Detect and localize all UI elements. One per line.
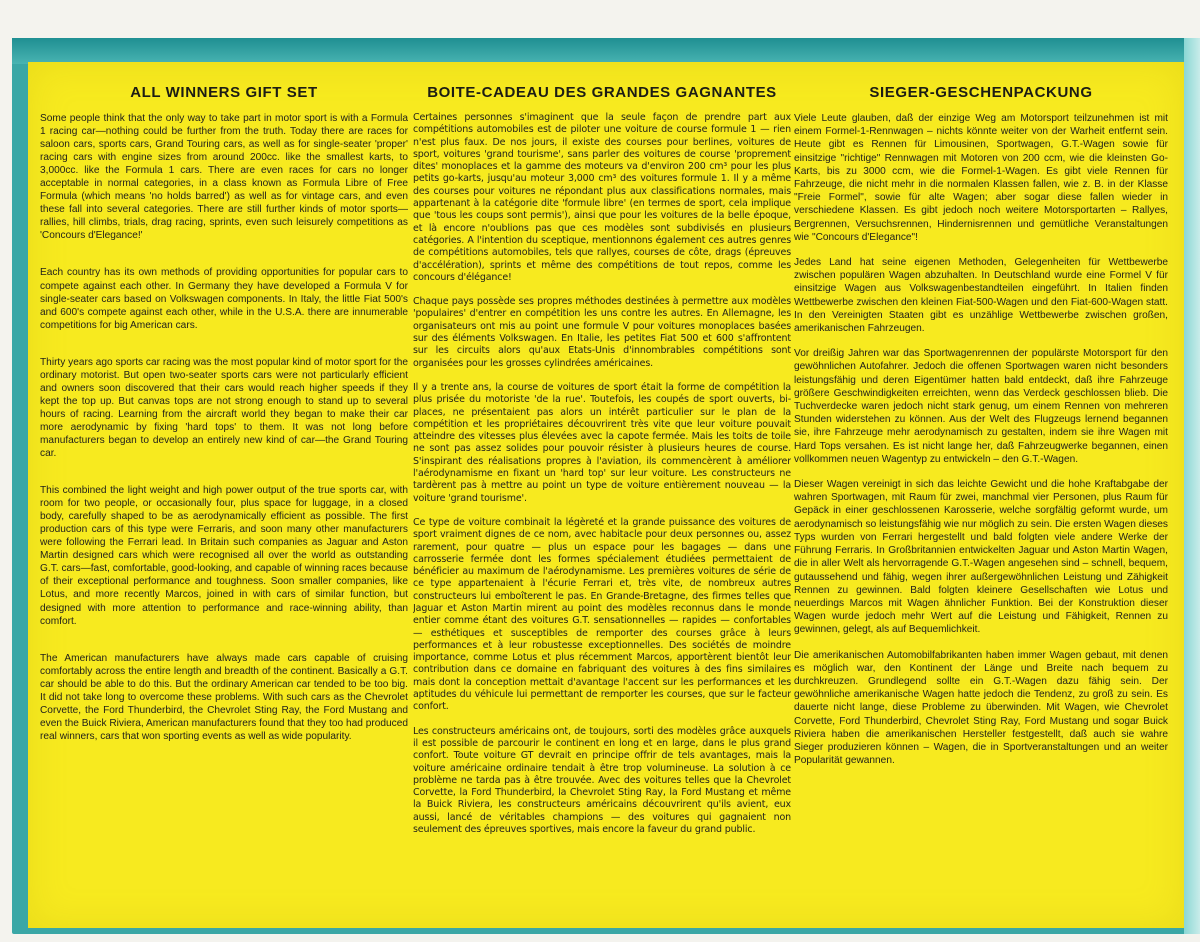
french-title: BOITE-CADEAU DES GRANDES GAGNANTES	[427, 84, 777, 101]
box-top-edge	[12, 38, 1200, 64]
english-paragraph: Each country has its own methods of providing opportunities for popular cars to compete against each other. In Germany they have developed a Formula V for single-seater cars based on Volkswagen components. In Italy, the little Fiat 500's and 600's compete against each other, while in the U.S.A. there are innumerable competitions for big American cars.	[40, 267, 408, 331]
english-title: ALL WINNERS GIFT SET	[130, 84, 318, 101]
german-paragraph: Jedes Land hat seine eigenen Methoden, Gelegenheiten für Wettbewerbe zwischen populären Wagen abzuhalten. In Deutschland wurde eine Formel V für einsitzige Wagen aus Volkswagenbestandteilen eingeführt. In Italien finden Wettbewerbe zwischen den kleinen Fiat-500-Wagen und den Fiat-600-Wagen statt. In den Vereinigten Staaten gibt es unzählige Wettbewerbe zwischen großen, amerikanischen Fahrzeugen.	[794, 257, 1168, 335]
german-paragraph: Viele Leute glauben, daß der einzige Weg am Motorsport teilzunehmen ist mit einem Formel-1-Rennwagen – nichts könnte weiter von der Warheit entfernt sein. Heute gibt es Rennen für Limousinen, Sportwagen, G.T.-Wagen sowie für einsitzige "richtige" Rennwagen mit Motoren von 200 ccm, wie die kleinsten Go-Karts, bis zu 3000 ccm, wie die Formel-1-Wagen. Es gibt viele Rennen für Fahrzeuge, die nicht mehr in die normalen Klassen fallen, wie z. B. in der Klasse "Freie Formel", sowie für alte Wagen; aber sogar diese fallen wieder in verschiedene Klassen. Es gibt jedoch noch weitere Motorsportarten – Rallyes, Bergrennen, Versuchsrennen, Hindernisrennen und gemütliche Veranstaltungen wie "Concours d'Elegance"!	[794, 113, 1168, 243]
german-column	[794, 84, 1168, 928]
german-title: SIEGER-GESCHENPACKUNG	[869, 84, 1093, 101]
french-paragraph: Chaque pays possède ses propres méthodes destinées à permettre aux modèles 'populaires' d'entrer en compétition les uns contre les autres. En Allemagne, les organisateurs ont mis au point une formule V pour voitures monoplaces basées sur des éléments Volkswagen. En Italie, les petites Fiat 500 et 600 s'affrontent sur les circuits alors qu'aux Etats-Unis d'innombrables compétitions sont organisées pour les grosses cylindrées américaines.	[413, 296, 791, 369]
english-paragraph: Thirty years ago sports car racing was the most popular kind of motor sport for the ordinary motorist. But open two-seater sports cars were not particularly efficient and owners soon discovered that their cars would reach higher speeds if they kept the top up. But canvas tops are not strong enough to stand up to several hours of racing. Learning from the aircraft world they began to make their car more aerodynamic by fixing 'hard tops' to them. It was not long before manufacturers began to develop an entirely new kind of car—the Grand Touring car.	[40, 356, 408, 460]
german-paragraph: Die amerikanischen Automobilfabrikanten haben immer Wagen gebaut, mit denen es möglich war, den Kontinent der Länge und Breite nach bequem zu durchkreuzen. Grundlegend sollte ein G.T.-Wagen dazu fähig sein. Der gewöhnliche amerikanische Wagen hatte jedoch die Tendenz, zu groß zu sein. Es dauerte nicht lange, diese Probleme zu überwinden. Mit Wagen, wie Chevrolet Corvette, Ford Thunderbird, Chevrolet Sting Ray, Ford Mustang und sogar Buick Riviera haben die amerikanischen Hersteller festgestellt, daß auch sie wahre Sieger produzieren können – Wagen, die in Sportveranstaltungen und an weiter Popularität gewannen.	[794, 649, 1168, 767]
french-paragraph: Il y a trente ans, la course de voitures de sport était la forme de compétition la plus prisée du motoriste 'de la rue'. Toutefois, les coupés de sport ouverts, bi-places, ne présentaient pas alors un intérêt particulier sur le plan de la compétition et les propriétaires découvrirent très vite que leur voiture pouvait atteindre des vitesses plus élevées avec la capote fermée. Mais les toits de toile ne sont pas assez solides pour pouvoir résister à plusieurs heures de course. S'inspirant des réalisations propres à l'aviation, ils commencèrent à améliorer l'aérodynamisme en fixant un 'hard top' sur leur voiture. Les constructeurs ne tardèrent pas à mettre au point un type de voiture entièrement nouveau — la voiture 'grand tourisme'.	[413, 381, 791, 504]
french-paragraph: Certaines personnes s'imaginent que la seule façon de prendre part aux compétitions automobiles est de piloter une voiture de course formule 1 — rien n'est plus faux. De nos jours, il existe des courses pour berlines, voitures de sport, voitures 'grand tourisme', sans parler des voitures de course 'proprement dites' monoplaces et la gamme des moteurs va d'environ 200 cm³ pour les plus petits go-karts, jusqu'au moteur 3,000 cm³ des voitures formule 1. Il y a même des courses pour voitures ne répondant plus aux classifications normales, mais appartenant à la catégorie dite 'formule libre' (en termes de sport, cela implique que 'tous les coups sont permis'), ainsi que pour les voitures de la belle époque, et là encore n'oublions pas que ces modèles sont subdivisés en plusieurs catégories. A l'intention du sceptique, mentionnons également ces autres genres de compétitions automobiles, tels que rallyes, courses de côte, drags (épreuves d'accélération), sprints et même des compétitions de tout repos, comme les concours d'élégance!	[413, 112, 791, 283]
english-paragraph: The American manufacturers have always made cars capable of cruising comfortably across the entire length and breadth of the continent. Basically a G.T. car should be able to do this. But the ordinary American car tended to be too big. It did not take long to overcome these problems. With such cars as the Chevrolet Corvette, the Ford Thunderbird, the Chevrolet Sting Ray, the Ford Mustang and even the Buick Riviera, American manufacturers found that they too had produced real winners, cars that won sporting events as well as wide popularity.	[40, 652, 408, 742]
french-column	[413, 84, 791, 928]
german-paragraph: Dieser Wagen vereinigt in sich das leichte Gewicht und die hohe Kraftabgabe der wahren Sportwagen, mit Raum für zwei, manchmal vier Personen, plus Raum für Gepäck in einer geschlossenen Karosserie, welche sorgfältig geformt wurde, um aerodynamisch so leistungsfähig wie nur möglich zu sein. Die ersten Wagen dieses Typs wurden von Ferrari hergestellt und bald folgten viele andere Werke der Führung Ferraris. In Großbritannien entwickelten Jaguar und Aston Martin Wagen, die in aller Welt als hervorragende G.T.-Wagen angesehen sind – schnell, bequem, gutaussehend und fähig, wegen ihrer außergewöhnlichen Leistung und Zähigkeit Rennen zu gewinnen. Bald folgten kleinere Gesellschaften wie Lotus und neuerdings Marcos mit Wagen ähnlicher Funktion. Bei der Konstruktion dieser Wagen wurde jedoch mehr Wert auf die Leistung und Fähigkeit, Rennen zu gewinnen, gelegt, als auf Bequemlichkeit.	[794, 479, 1168, 636]
french-paragraph: Les constructeurs américains ont, de toujours, sorti des modèles grâce auxquels il est possible de parcourir le continent en long et en large, dans le plus grand confort. Toute voiture GT devrait en principe offrir de tels avantages, mais la voiture américaine ordinaire tendait à être trop volumineuse. La solution à ce problème ne tarda pas à être trouvée. Avec des voitures telles que la Chevrolet Corvette, la Ford Thunderbird, la Chevrolet Sting Ray, la Ford Mustang et même la Buick Riviera, les constructeurs américains découvrirent qu'ils avient, eux aussi, lancé de véritables champions — des voitures qui gagnaient non seulement des épreuves sportives, mais encore la faveur du grand public.	[413, 725, 791, 836]
english-paragraph: This combined the light weight and high power output of the true sports car, with room for two people, or occasionally four, plus space for luggage, in a closed body, carefully shaped to be as aerodynamically efficient as possible. The first production cars of this type were Ferraris, and soon many other manufacturers were following the Ferrari lead. In Britain such companies as Jaguar and Aston Martin designed cars which were recognised all over the world as outstanding G.T. cars—fast, comfortable, good-looking, and capable of winning races because of their exceptional performance and toughness. Soon smaller companies, like Lotus, and more recently Marcos, joined in with cars of similar function, but designed with more attention to performance and race-winning ability, than comfort.	[40, 485, 408, 627]
box-lid-label	[28, 62, 1184, 928]
french-paragraph: Ce type de voiture combinait la légèreté et la grande puissance des voitures de sport vraiment dignes de ce nom, avec habitacle pour deux personnes ou, assez rarement, pour quatre — plus un espace pour les bagages — dans une carrosserie fermée dont les formes spécialement étudiées permettaient de bénéficier au maximum de l'aérodynamisme. Les premières voitures de série de ce type appartenaient à l'écurie Ferrari et, très vite, de nombreux autres constructeurs lui emboîterent le pas. En Grande-Bretagne, des firmes telles que Jaguar et Aston Martin mirent au point des modèles reconnus dans le monde entier comme étant des voitures G.T. sensationnelles — rapides — confortables — esthétiques et susceptibles de remporter des courses grâce à leurs performances et à leur robustesse exceptionnelles. Des sociétés de moindre importance, comme Lotus et plus récemment Marcos, apportèrent bientôt leur contribution dans ce domaine en fabriquant des voitures à des fins similaires mais dont la conception mettait d'avantage l'accent sur les performances et les aptitudes du véhicule lui permettant de remporter les courses, que sur le facteur confort.	[413, 516, 791, 713]
english-paragraph: Some people think that the only way to take part in motor sport is with a Formula 1 racing car—nothing could be further from the truth. Today there are races for saloon cars, sports cars, Grand Touring cars, as well as for single-seater 'proper' racing cars with engine sizes from around 200cc. like the smallest karts, to 3,000cc. like the Formula 1 cars. There are even races for cars no longer acceptable in normal categories, in a class known as Formula Libre of Free Formula (which means 'no holds barred') as well as for vintage cars, and even these fall into several categories. There are still further kinds of motor sports—rallies, hill climbs, trials, drag racing, sprints, even such leisurely competitions as 'Concours d'Elegance!'	[40, 113, 408, 242]
box-right-edge	[1184, 38, 1200, 934]
german-paragraph: Vor dreißig Jahren war das Sportwagenrennen der populärste Motorsport für den gewöhnlichen Autofahrer. Jedoch die offenen Sportwagen waren nicht besonders leistungsfähig und deren Eigentümer hatten bald entdeckt, daß ihre Fahrzeuge größere Geschwindigkeiten erreichten, wenn das Verdeck geschlossen blieb. Die Tuchverdecke waren jedoch nicht stark genug, um einem Rennen von mehreren Stunden widerstehen zu können. Aus der Welt des Flugzeugs lernend begannen sie, ihre Fahrzeuge mehr aerodynamisch zu gestalten, indem sie ihre Wagen mit Hard Tops versahen. Es ist nicht lange her, daß Fahrzeugwerke begannen, einen vollkommen neuen Wagentyp zu entwickeln – den G.T.-Wagen.	[794, 348, 1168, 465]
english-column	[40, 84, 408, 928]
